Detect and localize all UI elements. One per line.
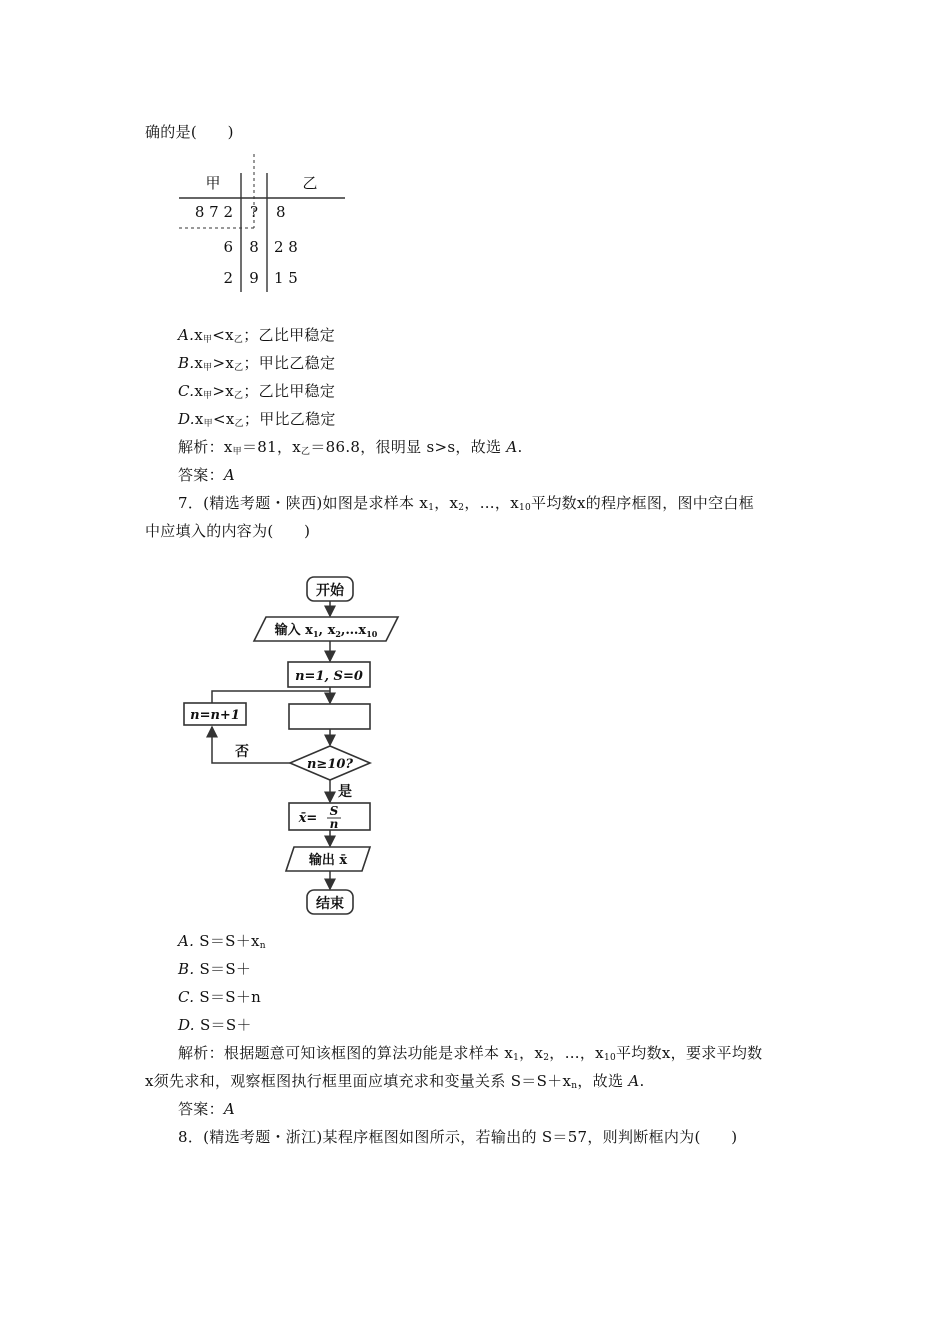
mean-lhs: x̄= — [298, 811, 318, 826]
q6-option-d: $D.x_甲<x_乙$；甲比乙稳定 — [178, 410, 336, 429]
stem-row2: 8 — [249, 238, 259, 256]
output-label: 输出 x̄ — [308, 853, 348, 868]
q6-answer: 答案：A — [178, 466, 236, 484]
q7-answer: 答案：A — [178, 1100, 236, 1118]
blank-process-box — [289, 704, 370, 729]
mean-denominator: n — [329, 817, 339, 831]
q7-analysis-line2: x须先求和，观察框图执行框里面应填充求和变量关系 $S=S+x_n$，故选 A. — [145, 1072, 645, 1091]
leaf-right-row3: 1 5 — [274, 269, 298, 287]
q7-question-line1: 7．(精选考题・陕西)如图是求样本 $x_1$，$x_2$，…，$x_{10}$平均数x的程序框图，图中空白框 — [178, 494, 755, 513]
start-label: 开始 — [316, 583, 344, 599]
q6-option-b: $B.x_甲>x_乙$；甲比乙稳定 — [178, 354, 336, 373]
q7-analysis-line1: 解析：根据题意可知该框图的算法功能是求样本 $x_1$，$x_2$，…，$x_{10}$平均数x，要求平均数 — [178, 1044, 763, 1063]
leaf-left-row1: 8 7 2 — [194, 203, 233, 221]
leaf-left-row2: 6 — [223, 238, 233, 256]
program-flowchart — [170, 570, 420, 922]
stem-row3: 9 — [249, 269, 259, 287]
stem-row1: ? — [249, 203, 259, 221]
leaf-right-row2: 2 8 — [274, 238, 298, 256]
q6-analysis: 解析：$x_甲=81$，$x_乙=86.8$，很明显 s>s，故选 A. — [178, 438, 523, 457]
init-label: n=1, S=0 — [295, 669, 363, 684]
question-continuation: 确的是( ) — [145, 123, 234, 141]
end-label: 结束 — [316, 896, 344, 912]
q7-option-d: D. S＝S＋ — [178, 1016, 252, 1034]
q8-question: 8．(精选考题・浙江)某程序框图如图所示，若输出的 S＝57，则判断框内为( ) — [178, 1128, 738, 1146]
q6-option-a: $A.x_甲<x_乙$；乙比甲稳定 — [178, 326, 336, 345]
leaf-right-row1: 8 — [276, 203, 286, 221]
increment-label: n=n+1 — [190, 708, 240, 723]
condition-label: n≥10? — [306, 757, 354, 772]
mean-numerator: S — [329, 804, 339, 818]
input-label: 输入 $x_1$, $x_2,\dots x_{10}$ — [274, 623, 378, 639]
q7-option-c: C. S＝S＋n — [178, 988, 262, 1006]
yes-label: 是 — [338, 784, 352, 800]
q7-question-line2: 中应填入的内容为( ) — [145, 522, 311, 540]
q7-option-a: A. $S=S+x_n$ — [178, 932, 266, 951]
no-label: 否 — [235, 744, 249, 760]
stem-leaf-plot — [175, 150, 355, 300]
left-header: 甲 — [205, 174, 221, 192]
leaf-left-row3: 2 — [223, 269, 233, 287]
q7-option-b: B. S＝S＋ — [178, 960, 252, 978]
q6-option-c: $C.x_甲>x_乙$；乙比甲稳定 — [178, 382, 336, 401]
right-header: 乙 — [302, 174, 318, 192]
